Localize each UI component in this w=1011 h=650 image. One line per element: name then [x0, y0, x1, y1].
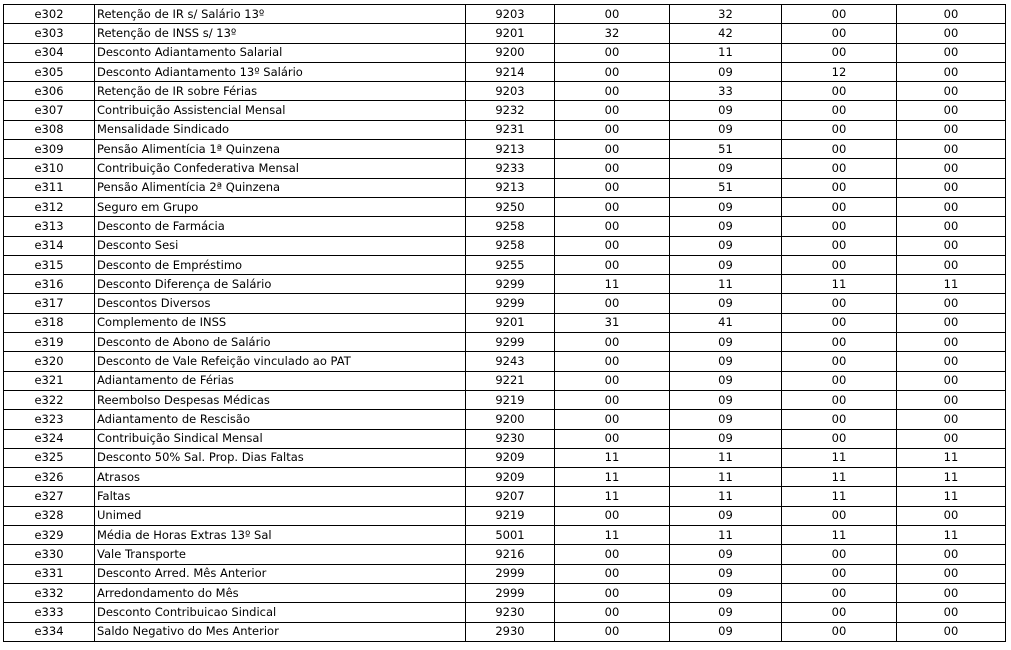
table-row: [4, 120, 1006, 139]
value-cell-4: 00: [897, 217, 1006, 236]
value-cell-3: 00: [782, 410, 897, 429]
value-cell-1: 00: [555, 217, 670, 236]
codes-table: [3, 4, 1006, 642]
event-cell: 9299: [466, 275, 555, 294]
code-cell: e323: [4, 410, 95, 429]
value-cell-4: 11: [897, 275, 1006, 294]
code-cell: e309: [4, 140, 95, 159]
event-cell: 9221: [466, 371, 555, 390]
code-cell: e331: [4, 564, 95, 583]
value-cell-1: 00: [555, 583, 670, 602]
table-row: [4, 82, 1006, 101]
code-cell: e325: [4, 448, 95, 467]
value-cell-4: 00: [897, 294, 1006, 313]
description-cell: Contribuição Confederativa Mensal: [95, 159, 466, 178]
value-cell-1: 00: [555, 140, 670, 159]
value-cell-2: 09: [670, 236, 782, 255]
value-cell-3: 00: [782, 217, 897, 236]
value-cell-2: 33: [670, 82, 782, 101]
table-row: [4, 217, 1006, 236]
description-cell: Média de Horas Extras 13º Sal: [95, 526, 466, 545]
description-cell: Desconto Sesi: [95, 236, 466, 255]
table-body: [4, 5, 1006, 642]
description-cell: Retenção de IR sobre Férias: [95, 82, 466, 101]
table-row: [4, 294, 1006, 313]
value-cell-2: 09: [670, 429, 782, 448]
value-cell-2: 09: [670, 120, 782, 139]
value-cell-1: 11: [555, 275, 670, 294]
table-row: [4, 371, 1006, 390]
value-cell-3: 00: [782, 82, 897, 101]
value-cell-3: 00: [782, 371, 897, 390]
value-cell-1: 00: [555, 294, 670, 313]
value-cell-2: 41: [670, 313, 782, 332]
code-cell: e333: [4, 603, 95, 622]
value-cell-4: 00: [897, 506, 1006, 525]
value-cell-2: 11: [670, 468, 782, 487]
value-cell-3: 11: [782, 526, 897, 545]
table-row: [4, 583, 1006, 602]
value-cell-4: 00: [897, 603, 1006, 622]
code-cell: e322: [4, 390, 95, 409]
value-cell-3: 00: [782, 24, 897, 43]
event-cell: 9233: [466, 159, 555, 178]
description-cell: Desconto Adiantamento Salarial: [95, 43, 466, 62]
code-cell: e317: [4, 294, 95, 313]
code-cell: e320: [4, 352, 95, 371]
value-cell-3: 00: [782, 583, 897, 602]
description-cell: Faltas: [95, 487, 466, 506]
value-cell-1: 00: [555, 564, 670, 583]
value-cell-4: 00: [897, 564, 1006, 583]
description-cell: Pensão Alimentícia 1ª Quinzena: [95, 140, 466, 159]
value-cell-1: 00: [555, 120, 670, 139]
event-cell: 9232: [466, 101, 555, 120]
event-cell: 9219: [466, 506, 555, 525]
event-cell: 9219: [466, 390, 555, 409]
table-row: [4, 255, 1006, 274]
event-cell: 9258: [466, 217, 555, 236]
value-cell-2: 09: [670, 352, 782, 371]
event-cell: 9213: [466, 178, 555, 197]
value-cell-1: 00: [555, 371, 670, 390]
code-cell: e303: [4, 24, 95, 43]
description-cell: Desconto de Empréstimo: [95, 255, 466, 274]
value-cell-3: 00: [782, 294, 897, 313]
value-cell-3: 00: [782, 159, 897, 178]
value-cell-2: 09: [670, 101, 782, 120]
value-cell-4: 00: [897, 62, 1006, 81]
table-row: [4, 390, 1006, 409]
code-cell: e332: [4, 583, 95, 602]
table-row: [4, 43, 1006, 62]
event-cell: 9201: [466, 313, 555, 332]
value-cell-3: 00: [782, 352, 897, 371]
value-cell-4: 00: [897, 178, 1006, 197]
event-cell: 9231: [466, 120, 555, 139]
value-cell-1: 00: [555, 390, 670, 409]
description-cell: Desconto Arred. Mês Anterior: [95, 564, 466, 583]
value-cell-4: 11: [897, 468, 1006, 487]
value-cell-3: 12: [782, 62, 897, 81]
code-cell: e313: [4, 217, 95, 236]
description-cell: Unimed: [95, 506, 466, 525]
event-cell: 9203: [466, 82, 555, 101]
code-cell: e306: [4, 82, 95, 101]
value-cell-4: 00: [897, 333, 1006, 352]
value-cell-4: 00: [897, 583, 1006, 602]
value-cell-1: 00: [555, 197, 670, 216]
value-cell-1: 00: [555, 159, 670, 178]
event-cell: 5001: [466, 526, 555, 545]
table-row: [4, 140, 1006, 159]
code-cell: e324: [4, 429, 95, 448]
value-cell-1: 00: [555, 622, 670, 641]
value-cell-1: 11: [555, 526, 670, 545]
event-cell: 9243: [466, 352, 555, 371]
description-cell: Saldo Negativo do Mes Anterior: [95, 622, 466, 641]
value-cell-1: 00: [555, 5, 670, 24]
table-row: [4, 429, 1006, 448]
value-cell-4: 00: [897, 82, 1006, 101]
value-cell-1: 00: [555, 410, 670, 429]
table-row: [4, 352, 1006, 371]
description-cell: Desconto Diferença de Salário: [95, 275, 466, 294]
value-cell-3: 00: [782, 564, 897, 583]
value-cell-1: 00: [555, 62, 670, 81]
value-cell-2: 09: [670, 294, 782, 313]
table-row: [4, 622, 1006, 641]
event-cell: 9213: [466, 140, 555, 159]
value-cell-3: 11: [782, 468, 897, 487]
table-row: [4, 545, 1006, 564]
table-row: [4, 313, 1006, 332]
description-cell: Complemento de INSS: [95, 313, 466, 332]
description-cell: Atrasos: [95, 468, 466, 487]
event-cell: 9214: [466, 62, 555, 81]
value-cell-3: 00: [782, 197, 897, 216]
description-cell: Desconto de Farmácia: [95, 217, 466, 236]
value-cell-2: 09: [670, 583, 782, 602]
description-cell: Desconto 50% Sal. Prop. Dias Faltas: [95, 448, 466, 467]
value-cell-2: 11: [670, 448, 782, 467]
value-cell-1: 32: [555, 24, 670, 43]
value-cell-1: 00: [555, 236, 670, 255]
event-cell: 9299: [466, 294, 555, 313]
value-cell-3: 00: [782, 43, 897, 62]
table-row: [4, 62, 1006, 81]
description-cell: Seguro em Grupo: [95, 197, 466, 216]
code-cell: e315: [4, 255, 95, 274]
value-cell-2: 09: [670, 62, 782, 81]
code-cell: e330: [4, 545, 95, 564]
description-cell: Desconto Adiantamento 13º Salário: [95, 62, 466, 81]
value-cell-4: 00: [897, 140, 1006, 159]
value-cell-3: 00: [782, 236, 897, 255]
event-cell: 9216: [466, 545, 555, 564]
table-row: [4, 197, 1006, 216]
value-cell-3: 00: [782, 5, 897, 24]
value-cell-2: 09: [670, 197, 782, 216]
value-cell-3: 00: [782, 429, 897, 448]
value-cell-3: 00: [782, 622, 897, 641]
value-cell-2: 09: [670, 159, 782, 178]
code-cell: e316: [4, 275, 95, 294]
event-cell: 9207: [466, 487, 555, 506]
value-cell-3: 00: [782, 255, 897, 274]
code-cell: e327: [4, 487, 95, 506]
code-cell: e304: [4, 43, 95, 62]
event-cell: 9209: [466, 468, 555, 487]
value-cell-3: 00: [782, 603, 897, 622]
description-cell: Contribuição Sindical Mensal: [95, 429, 466, 448]
description-cell: Adiantamento de Férias: [95, 371, 466, 390]
event-cell: 9201: [466, 24, 555, 43]
value-cell-3: 00: [782, 313, 897, 332]
description-cell: Vale Transporte: [95, 545, 466, 564]
description-cell: Desconto Contribuicao Sindical: [95, 603, 466, 622]
description-cell: Arredondamento do Mês: [95, 583, 466, 602]
event-cell: 9203: [466, 5, 555, 24]
description-cell: Mensalidade Sindicado: [95, 120, 466, 139]
value-cell-2: 51: [670, 178, 782, 197]
value-cell-1: 00: [555, 545, 670, 564]
value-cell-1: 00: [555, 178, 670, 197]
table-row: [4, 159, 1006, 178]
event-cell: 2930: [466, 622, 555, 641]
table-row: [4, 24, 1006, 43]
table-row: [4, 603, 1006, 622]
value-cell-4: 00: [897, 255, 1006, 274]
value-cell-2: 51: [670, 140, 782, 159]
value-cell-4: 00: [897, 159, 1006, 178]
value-cell-3: 00: [782, 101, 897, 120]
value-cell-4: 00: [897, 197, 1006, 216]
code-cell: e321: [4, 371, 95, 390]
value-cell-2: 42: [670, 24, 782, 43]
table-row: [4, 564, 1006, 583]
value-cell-2: 09: [670, 603, 782, 622]
code-cell: e328: [4, 506, 95, 525]
code-cell: e318: [4, 313, 95, 332]
value-cell-3: 11: [782, 448, 897, 467]
value-cell-4: 00: [897, 313, 1006, 332]
event-cell: 9258: [466, 236, 555, 255]
value-cell-1: 00: [555, 82, 670, 101]
value-cell-4: 00: [897, 5, 1006, 24]
value-cell-4: 00: [897, 101, 1006, 120]
event-cell: 9230: [466, 603, 555, 622]
value-cell-3: 00: [782, 390, 897, 409]
value-cell-3: 00: [782, 333, 897, 352]
code-cell: e319: [4, 333, 95, 352]
event-cell: 2999: [466, 564, 555, 583]
event-cell: 9200: [466, 410, 555, 429]
value-cell-4: 00: [897, 410, 1006, 429]
code-cell: e311: [4, 178, 95, 197]
code-cell: e329: [4, 526, 95, 545]
value-cell-2: 09: [670, 333, 782, 352]
code-cell: e314: [4, 236, 95, 255]
value-cell-1: 00: [555, 43, 670, 62]
table-row: [4, 333, 1006, 352]
value-cell-4: 11: [897, 448, 1006, 467]
value-cell-3: 00: [782, 506, 897, 525]
value-cell-1: 31: [555, 313, 670, 332]
code-cell: e312: [4, 197, 95, 216]
value-cell-4: 00: [897, 545, 1006, 564]
event-cell: 9209: [466, 448, 555, 467]
event-cell: 2999: [466, 583, 555, 602]
value-cell-2: 09: [670, 545, 782, 564]
description-cell: Adiantamento de Rescisão: [95, 410, 466, 429]
value-cell-1: 00: [555, 603, 670, 622]
table-row: [4, 410, 1006, 429]
description-cell: Desconto de Vale Refeição vinculado ao PAT: [95, 352, 466, 371]
value-cell-3: 00: [782, 120, 897, 139]
value-cell-2: 09: [670, 255, 782, 274]
value-cell-1: 11: [555, 448, 670, 467]
value-cell-4: 00: [897, 429, 1006, 448]
value-cell-4: 00: [897, 236, 1006, 255]
value-cell-1: 00: [555, 352, 670, 371]
value-cell-4: 00: [897, 371, 1006, 390]
table-row: [4, 487, 1006, 506]
value-cell-2: 09: [670, 410, 782, 429]
code-cell: e310: [4, 159, 95, 178]
table-row: [4, 178, 1006, 197]
value-cell-4: 00: [897, 43, 1006, 62]
description-cell: Reembolso Despesas Médicas: [95, 390, 466, 409]
table-row: [4, 448, 1006, 467]
code-cell: e307: [4, 101, 95, 120]
table-row: [4, 468, 1006, 487]
description-cell: Retenção de INSS s/ 13º: [95, 24, 466, 43]
code-cell: e305: [4, 62, 95, 81]
event-cell: 9255: [466, 255, 555, 274]
event-cell: 9200: [466, 43, 555, 62]
value-cell-1: 00: [555, 429, 670, 448]
table-row: [4, 275, 1006, 294]
value-cell-1: 00: [555, 255, 670, 274]
value-cell-1: 11: [555, 468, 670, 487]
value-cell-1: 00: [555, 101, 670, 120]
code-cell: e308: [4, 120, 95, 139]
event-cell: 9299: [466, 333, 555, 352]
value-cell-4: 00: [897, 390, 1006, 409]
value-cell-1: 11: [555, 487, 670, 506]
value-cell-2: 11: [670, 526, 782, 545]
value-cell-2: 09: [670, 564, 782, 583]
description-cell: Retenção de IR s/ Salário 13º: [95, 5, 466, 24]
value-cell-3: 00: [782, 545, 897, 564]
value-cell-3: 11: [782, 487, 897, 506]
value-cell-3: 11: [782, 275, 897, 294]
value-cell-1: 00: [555, 333, 670, 352]
table-row: [4, 5, 1006, 24]
value-cell-2: 09: [670, 390, 782, 409]
event-cell: 9230: [466, 429, 555, 448]
value-cell-3: 00: [782, 178, 897, 197]
value-cell-3: 00: [782, 140, 897, 159]
description-cell: Pensão Alimentícia 2ª Quinzena: [95, 178, 466, 197]
table-row: [4, 236, 1006, 255]
value-cell-2: 09: [670, 506, 782, 525]
code-cell: e326: [4, 468, 95, 487]
value-cell-1: 00: [555, 506, 670, 525]
value-cell-2: 09: [670, 217, 782, 236]
table-row: [4, 526, 1006, 545]
value-cell-4: 00: [897, 120, 1006, 139]
code-cell: e334: [4, 622, 95, 641]
value-cell-2: 11: [670, 275, 782, 294]
description-cell: Desconto de Abono de Salário: [95, 333, 466, 352]
table-row: [4, 506, 1006, 525]
value-cell-4: 00: [897, 24, 1006, 43]
value-cell-4: 11: [897, 487, 1006, 506]
table-row: [4, 101, 1006, 120]
description-cell: Contribuição Assistencial Mensal: [95, 101, 466, 120]
value-cell-2: 11: [670, 43, 782, 62]
code-cell: e302: [4, 5, 95, 24]
value-cell-4: 00: [897, 352, 1006, 371]
value-cell-2: 09: [670, 371, 782, 390]
value-cell-2: 11: [670, 487, 782, 506]
description-cell: Descontos Diversos: [95, 294, 466, 313]
event-cell: 9250: [466, 197, 555, 216]
value-cell-2: 09: [670, 622, 782, 641]
value-cell-2: 32: [670, 5, 782, 24]
value-cell-4: 11: [897, 526, 1006, 545]
value-cell-4: 00: [897, 622, 1006, 641]
